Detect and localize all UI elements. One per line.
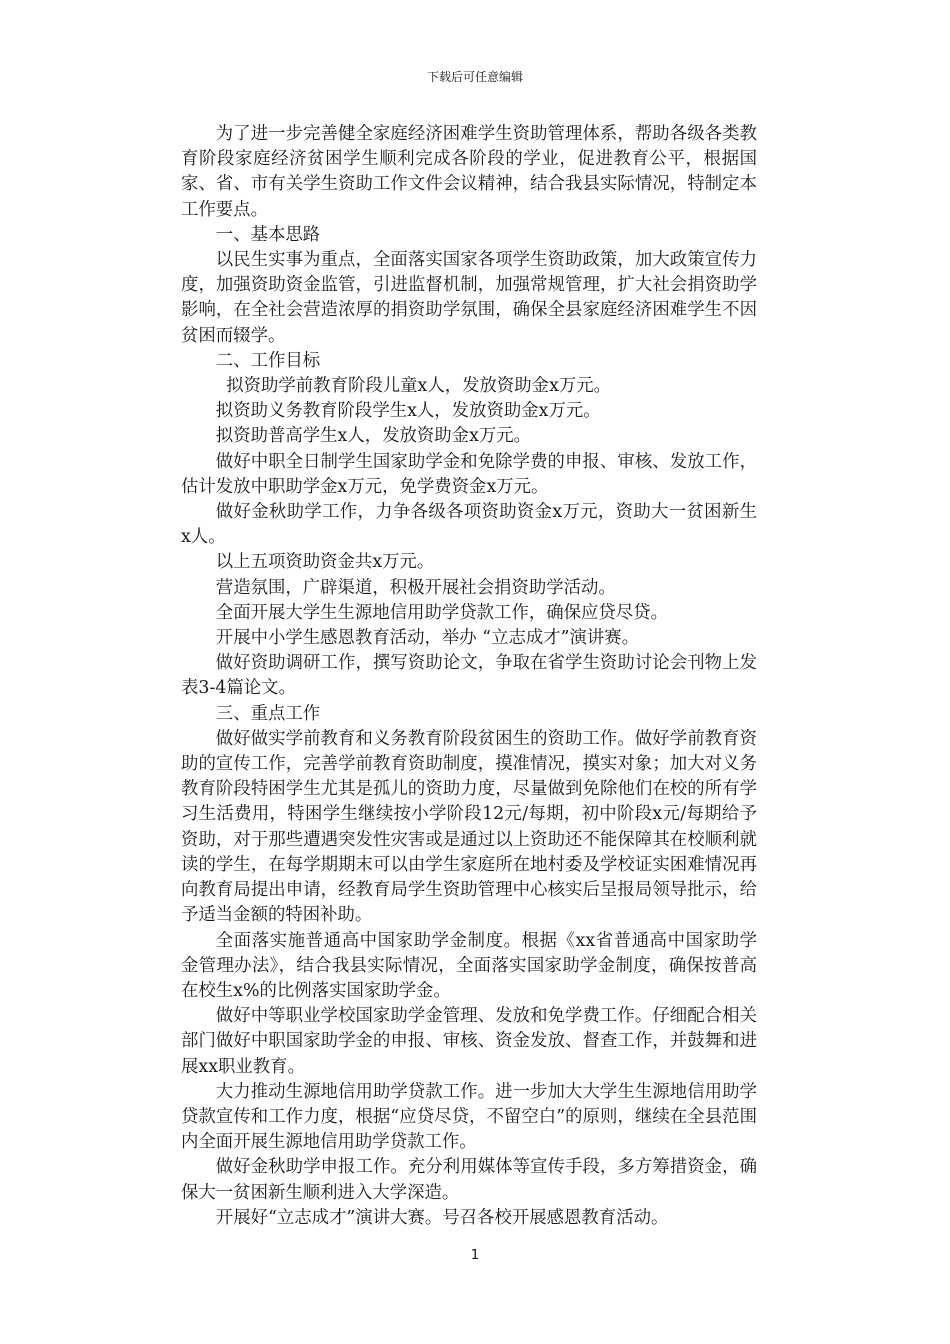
page-header: 下载后可任意编辑 [426,70,523,84]
goal-item: 开展中小学生感恩教育活动，举办 “立志成才”演讲赛。 [215,628,640,649]
key-work-item: 做好中等职业学校国家助学金管理、发放和免学费工作。仔细配合相关部门做好中职国家助学金的申报、审核、资金发放、督查工作，并鼓舞和进展xx职业教育。 [181,1006,757,1077]
section-heading-2: 二、工作目标 [215,350,321,371]
goal-item: 做好中职全日制学生国家助学金和免除学费的申报、审核、发放工作，估计发放中职助学金x万元，免学费资金x万元。 [181,451,757,497]
key-work-item: 做好做实学前教育和义务教育阶段贫困生的资助工作。做好学前教育资助的宣传工作，完善学前教育资助制度，摸准情况，摸实对象；加大对义务教育阶段特困学生尤其是孤儿的资助力度，尽量做到免除他们在校的所有学习生活费用，特困学生继续按小学阶段12元/每期，初中阶段x元/每期给予资助，对于那些遭遇突发性灾害或是通过以上资助还不能保障其在校顺利就读的学生，在每学期期末可以由学生家庭所在地村委及学校证实困难情况再向教育局提出申请，经教育局学生资助管理中心核实后呈报局领导批示，给予适当金额的特困补助。 [181,728,757,926]
key-work-item: 开展好“立志成才”演讲大赛。号召各校开展感恩教育活动。 [215,1207,669,1228]
paragraph-basic-idea: 以民生实事为重点，全面落实国家各项学生资助政策，加大政策宣传力度，加强资助资金监管，引进监督机制，加强常规管理，扩大社会捐资助学影响，在全社会营造浓厚的捐资助学氛围，确保全县家庭经济困难学生不因贫困而辍学。 [181,250,757,346]
goal-item: 拟资助普高学生x人，发放资助金x万元。 [215,426,532,447]
goal-item: 以上五项资助资金共x万元。 [215,552,435,573]
key-work-item: 做好金秋助学申报工作。充分利用媒体等宣传手段，多方筹措资金，确保大一贫困新生顺利进入大学深造。 [181,1157,757,1203]
section-heading-1: 一、基本思路 [215,224,321,245]
page-number: 1 [470,1248,480,1263]
key-work-item: 全面落实施普通高中国家助学金制度。根据《xx省普通高中国家助学金管理办法》，结合我县实际情况，全面落实国家助学金制度，确保按普高在校生x%的比例落实国家助学金。 [181,930,757,1001]
goal-item: 营造氛围，广辟渠道，积极开展社会捐资助学活动。 [215,577,616,598]
key-work-item: 大力推动生源地信用助学贷款工作。进一步加大大学生生源地信用助学贷款宣传和工作力度，根据“应贷尽贷，不留空白”的原则，继续在全县范围内全面开展生源地信用助学贷款工作。 [181,1081,757,1153]
goal-item: 拟资助义务教育阶段学生x人，发放资助金x万元。 [215,401,601,422]
goal-item: 做好资助调研工作，撰写资助论文，争取在省学生资助讨论会刊物上发表3-4篇论文。 [181,653,757,699]
paragraph-intro: 为了进一步完善健全家庭经济困难学生资助管理体系，帮助各级各类教育阶段家庭经济贫困学生顺利完成各阶段的学业，促进教育公平，根据国家、省、市有关学生资助工作文件会议精神，结合我县实际情况，特制定本工作要点。 [181,124,757,220]
goal-item: 全面开展大学生生源地信用助学贷款工作，确保应贷尽贷。 [215,602,668,623]
document-body [181,122,757,1231]
goal-item: 拟资助学前教育阶段儿童x人，发放资助金x万元。 [226,376,612,397]
section-heading-3: 三、重点工作 [215,703,321,724]
goal-item: 做好金秋助学工作，力争各级各项资助资金x万元，资助大一贫困新生x人。 [181,502,757,548]
